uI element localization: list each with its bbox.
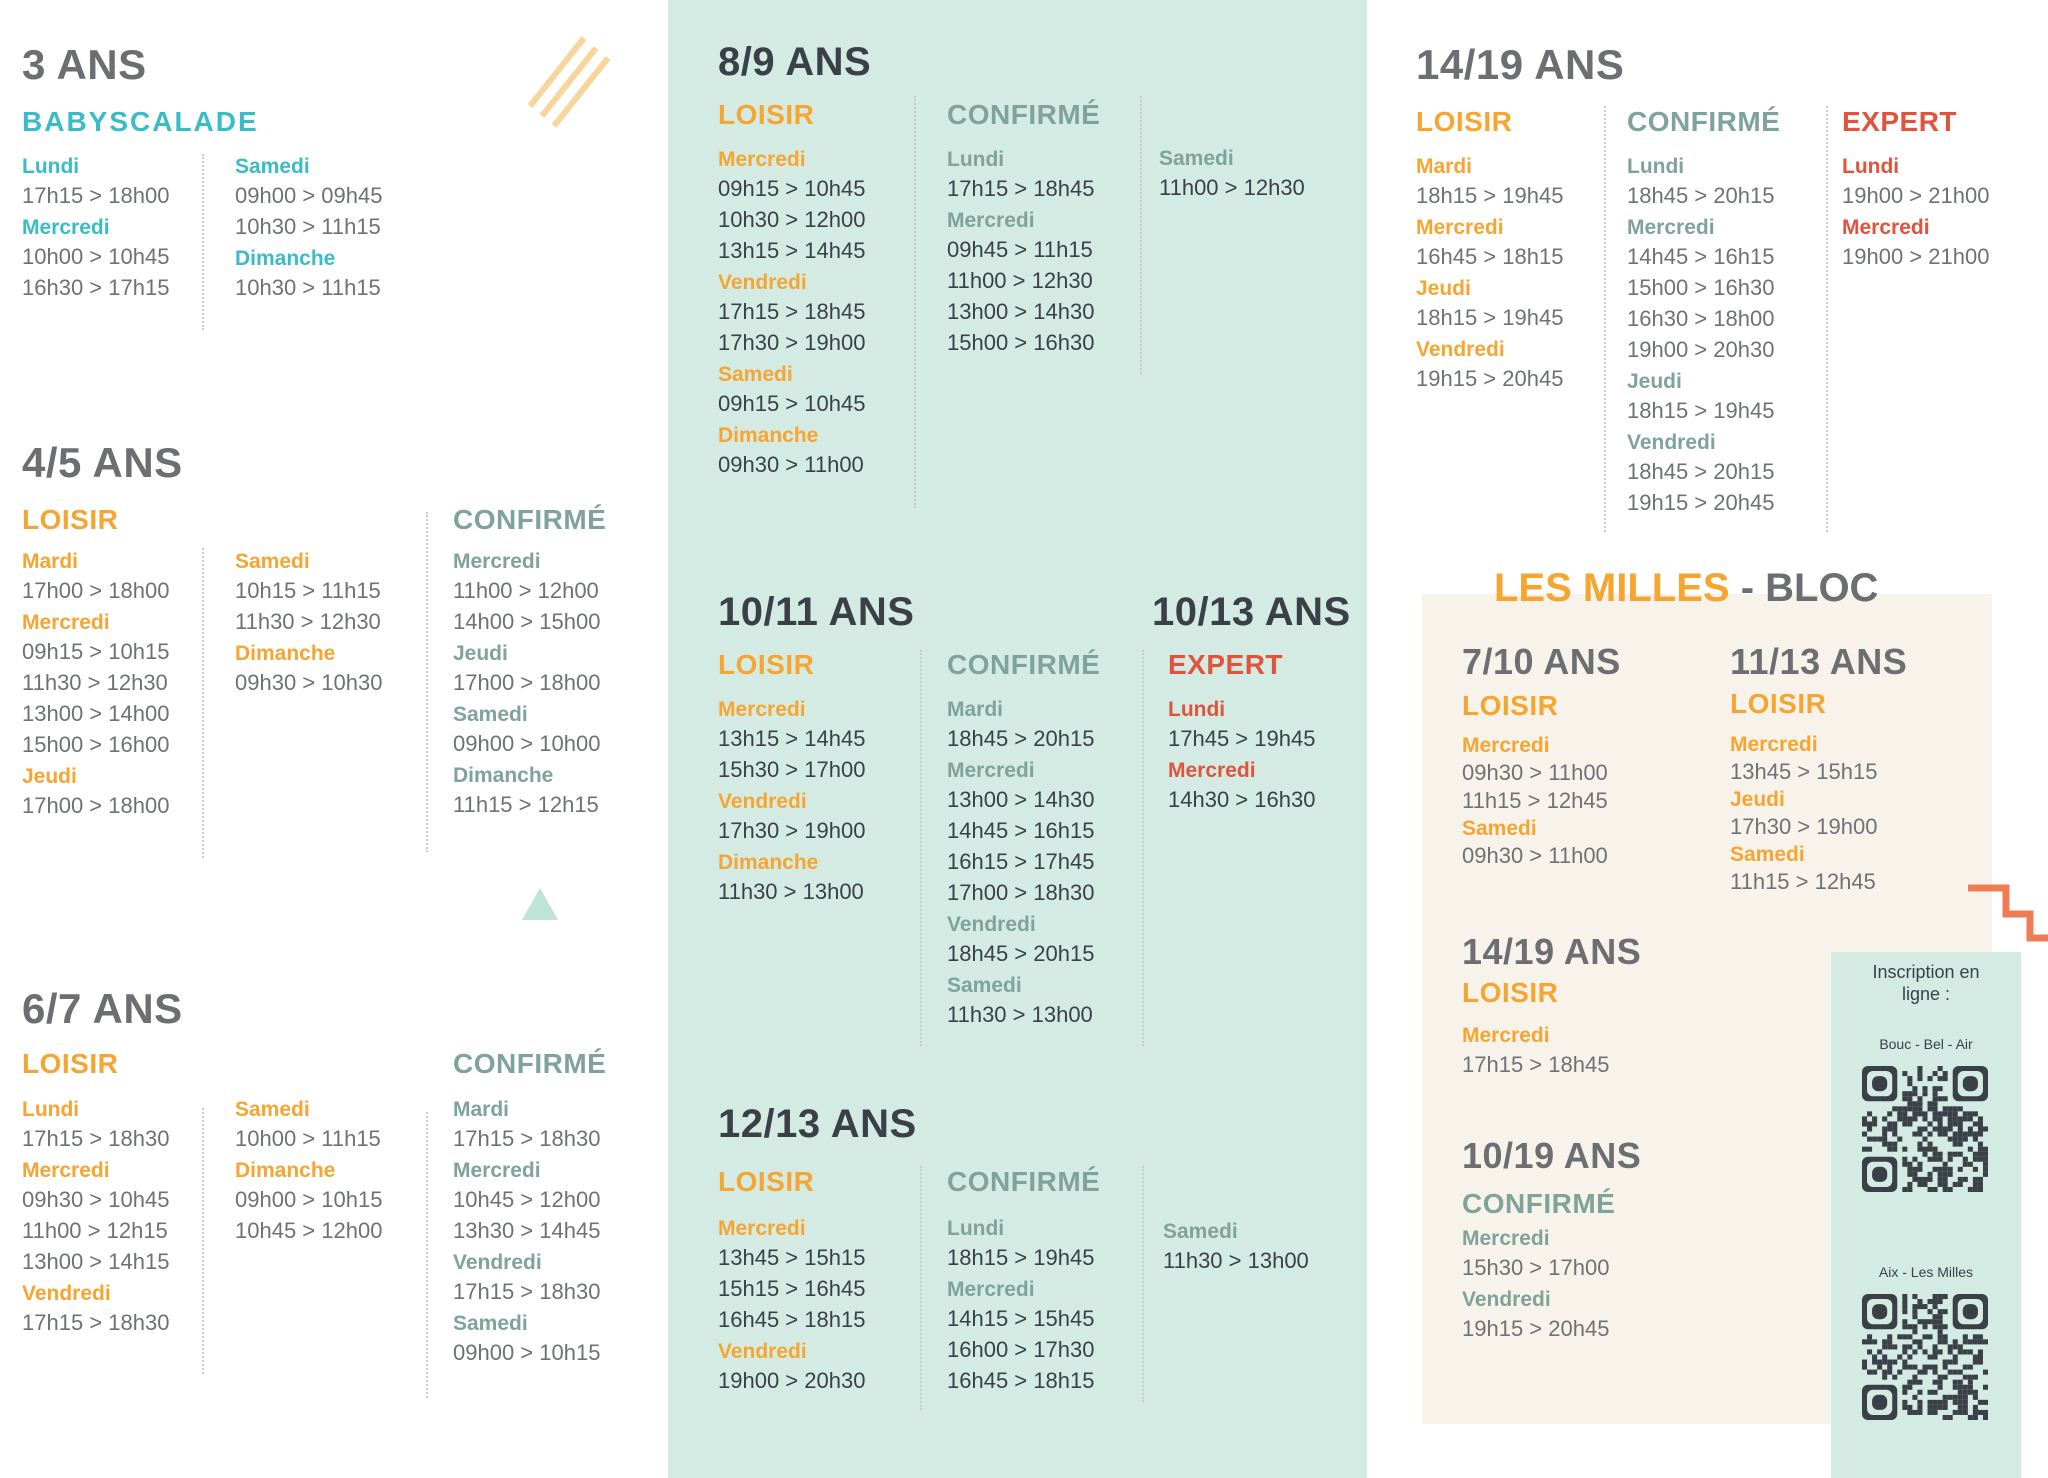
category-confirme: CONFIRMÉ	[453, 1048, 607, 1079]
time-slot: 11h30 > 13h00	[1163, 1248, 1309, 1273]
time-slot: 09h30 > 10h45	[22, 1187, 170, 1212]
time-slot: 17h30 > 19h00	[718, 818, 866, 843]
divider	[920, 1166, 922, 1410]
time-slot: 09h00 > 09h45	[235, 183, 383, 208]
category-loisir: LOISIR	[718, 99, 815, 130]
age-title-6-7: 6/7 ANS	[22, 985, 183, 1032]
day-label: Vendredi	[718, 790, 807, 813]
day-label: Samedi	[947, 974, 1022, 997]
divider	[914, 96, 916, 508]
day-label: Lundi	[947, 148, 1005, 171]
time-slot: 09h30 > 11h00	[1462, 760, 1608, 785]
day-label: Mercredi	[1462, 734, 1550, 757]
time-slot: 09h15 > 10h45	[718, 391, 866, 416]
time-slot: 11h15 > 12h15	[453, 792, 599, 817]
qr-label-bouc-bel-air: Bouc - Bel - Air	[1879, 1036, 1973, 1052]
schedule-14-19-col2	[1627, 156, 1774, 523]
time-slot: 17h15 > 18h45	[1462, 1052, 1610, 1077]
age-title-10-11: 10/11 ANS	[718, 590, 915, 634]
schedule-4-5-col2	[235, 551, 382, 703]
day-label: Mercredi	[22, 611, 110, 634]
category-confirme: CONFIRMÉ	[1627, 106, 1781, 137]
time-slot: 18h45 > 20h15	[1627, 459, 1775, 484]
divider	[1142, 650, 1144, 1046]
time-slot: 18h15 > 19h45	[947, 1245, 1095, 1270]
divider	[1140, 96, 1142, 374]
qr-title: Inscription en ligne :	[1872, 962, 1980, 1004]
schedule-6-7-col1	[22, 1099, 169, 1343]
les-milles-title-b: - BLOC	[1729, 566, 1879, 610]
time-slot: 09h30 > 10h30	[235, 670, 383, 695]
time-slot: 16h00 > 17h30	[947, 1337, 1095, 1362]
category-loisir: LOISIR	[718, 649, 815, 680]
triangle-decoration	[520, 886, 560, 922]
day-label: Mardi	[22, 550, 79, 573]
day-label: Mercredi	[1416, 216, 1504, 239]
time-slot: 17h30 > 19h00	[1730, 814, 1878, 839]
day-label: Vendredi	[1416, 338, 1505, 361]
time-slot: 09h30 > 11h00	[718, 452, 864, 477]
age-title-milles-11-13: 11/13 ANS	[1730, 641, 1908, 682]
day-label: Samedi	[453, 1312, 528, 1335]
time-slot: 11h30 > 13h00	[718, 879, 864, 904]
time-slot: 13h15 > 14h45	[718, 726, 866, 751]
age-title-3: 3 ANS	[22, 41, 147, 88]
time-slot: 11h00 > 12h00	[453, 578, 599, 603]
day-label: Samedi	[1159, 147, 1234, 170]
time-slot: 11h00 > 12h15	[22, 1218, 168, 1243]
schedule-14-19-col1	[1416, 156, 1563, 399]
category-loisir: LOISIR	[718, 1166, 815, 1197]
day-label: Samedi	[453, 703, 528, 726]
day-label: Samedi	[235, 550, 310, 573]
day-label: Jeudi	[22, 765, 77, 788]
category-loisir: LOISIR	[1730, 688, 1827, 719]
day-label: Mercredi	[947, 759, 1035, 782]
day-label: Mardi	[947, 698, 1004, 721]
schedule-10-11-col1	[718, 699, 865, 912]
category-loisir: LOISIR	[22, 1048, 119, 1079]
day-label: Samedi	[235, 155, 310, 178]
category-confirme: CONFIRMÉ	[947, 649, 1101, 680]
category-expert: EXPERT	[1842, 106, 1958, 137]
time-slot: 17h00 > 18h00	[22, 793, 170, 818]
day-label: Vendredi	[1627, 431, 1716, 454]
time-slot: 15h30 > 17h00	[1462, 1255, 1610, 1280]
time-slot: 16h30 > 18h00	[1627, 306, 1775, 331]
schedule-milles-11-13	[1730, 734, 1877, 899]
time-slot: 10h45 > 12h00	[453, 1187, 601, 1212]
schedule-8-9-col2	[947, 149, 1094, 363]
day-label: Jeudi	[453, 642, 508, 665]
time-slot: 11h15 > 12h45	[1462, 788, 1608, 813]
day-label: Mercredi	[453, 1159, 541, 1182]
day-label: Mercredi	[1168, 759, 1256, 782]
time-slot: 16h15 > 17h45	[947, 849, 1095, 874]
time-slot: 18h45 > 20h15	[947, 726, 1095, 751]
time-slot: 10h45 > 12h00	[235, 1218, 383, 1243]
schedule-milles-10-19	[1462, 1228, 1609, 1349]
day-label: Vendredi	[22, 1282, 111, 1305]
time-slot: 19h00 > 21h00	[1842, 183, 1990, 208]
time-slot: 13h15 > 14h45	[718, 238, 866, 263]
day-label: Mercredi	[1462, 1227, 1550, 1250]
day-label: Mercredi	[22, 1159, 110, 1182]
day-label: Dimanche	[235, 642, 336, 665]
day-label: Lundi	[22, 155, 80, 178]
time-slot: 14h15 > 15h45	[947, 1306, 1095, 1331]
day-label: Dimanche	[235, 1159, 336, 1182]
category-confirme: CONFIRMÉ	[1462, 1188, 1616, 1219]
schedule-12-13-col3	[1163, 1221, 1309, 1281]
qr-code-aix-les-milles[interactable]	[1862, 1294, 1988, 1420]
time-slot: 17h15 > 18h30	[22, 1310, 170, 1335]
time-slot: 18h45 > 20h15	[947, 941, 1095, 966]
day-label: Samedi	[1730, 843, 1805, 866]
time-slot: 11h30 > 12h30	[22, 670, 168, 695]
day-label: Vendredi	[947, 913, 1036, 936]
day-label: Mardi	[1416, 155, 1473, 178]
day-label: Mercredi	[718, 148, 806, 171]
day-label: Lundi	[1627, 155, 1685, 178]
time-slot: 11h30 > 13h00	[947, 1002, 1093, 1027]
divider	[202, 548, 204, 858]
day-label: Dimanche	[718, 851, 819, 874]
schedule-10-13-col3	[1168, 699, 1315, 820]
day-label: Mercredi	[1627, 216, 1715, 239]
category-confirme: CONFIRMÉ	[947, 99, 1101, 130]
schedule-4-5-col3	[453, 551, 600, 825]
divider	[1826, 106, 1828, 532]
schedule-3-col1	[22, 156, 169, 308]
divider	[1604, 106, 1606, 532]
time-slot: 19h15 > 20h45	[1416, 366, 1564, 391]
age-title-10-13: 10/13 ANS	[1152, 590, 1351, 634]
day-label: Mercredi	[947, 209, 1035, 232]
time-slot: 13h45 > 15h15	[718, 1245, 866, 1270]
day-label: Mercredi	[1730, 733, 1818, 756]
time-slot: 09h45 > 11h15	[947, 237, 1093, 262]
time-slot: 11h00 > 12h30	[1159, 175, 1305, 200]
time-slot: 09h30 > 11h00	[1462, 843, 1608, 868]
time-slot: 10h30 > 12h00	[718, 207, 866, 232]
day-label: Mercredi	[453, 550, 541, 573]
day-label: Mardi	[453, 1098, 510, 1121]
day-label: Dimanche	[453, 764, 554, 787]
day-label: Jeudi	[1627, 370, 1682, 393]
time-slot: 14h45 > 16h15	[1627, 244, 1775, 269]
time-slot: 15h00 > 16h00	[22, 732, 170, 757]
time-slot: 15h30 > 17h00	[718, 757, 866, 782]
time-slot: 09h15 > 10h45	[718, 176, 866, 201]
schedule-8-9-col1	[718, 149, 865, 485]
les-milles-title-a: LES MILLES	[1494, 566, 1730, 610]
day-label: Samedi	[718, 363, 793, 386]
time-slot: 09h00 > 10h00	[453, 731, 601, 756]
time-slot: 10h00 > 10h45	[22, 244, 170, 269]
time-slot: 17h45 > 19h45	[1168, 726, 1316, 751]
category-loisir: LOISIR	[1462, 690, 1559, 721]
age-title-14-19: 14/19 ANS	[1416, 41, 1625, 88]
day-label: Vendredi	[1462, 1288, 1551, 1311]
time-slot: 15h00 > 16h30	[947, 330, 1095, 355]
category-expert: EXPERT	[1168, 649, 1284, 680]
time-slot: 16h45 > 18h15	[718, 1307, 866, 1332]
age-title-8-9: 8/9 ANS	[718, 40, 872, 84]
schedule-14-19-col3	[1842, 156, 1989, 277]
time-slot: 18h15 > 19h45	[1627, 398, 1775, 423]
time-slot: 10h30 > 11h15	[235, 214, 381, 239]
time-slot: 13h00 > 14h15	[22, 1249, 170, 1274]
time-slot: 14h00 > 15h00	[453, 609, 601, 634]
day-label: Mercredi	[1462, 1024, 1550, 1047]
schedule-milles-14-19	[1462, 1025, 1609, 1085]
time-slot: 10h15 > 11h15	[235, 578, 381, 603]
time-slot: 13h00 > 14h30	[947, 787, 1095, 812]
day-label: Dimanche	[235, 247, 336, 270]
age-title-milles-14-19: 14/19 ANS	[1462, 931, 1642, 972]
time-slot: 11h00 > 12h30	[947, 268, 1093, 293]
time-slot: 09h00 > 10h15	[235, 1187, 383, 1212]
divider	[202, 1108, 204, 1374]
category-babyscalade: BABYSCALADE	[22, 106, 259, 137]
time-slot: 11h15 > 12h45	[1730, 869, 1876, 894]
time-slot: 19h15 > 20h45	[1462, 1316, 1610, 1341]
time-slot: 10h00 > 11h15	[235, 1126, 381, 1151]
time-slot: 18h15 > 19h45	[1416, 183, 1564, 208]
time-slot: 14h45 > 16h15	[947, 818, 1095, 843]
stripes-decoration	[528, 36, 612, 130]
schedule-12-13-col1	[718, 1218, 865, 1401]
time-slot: 15h15 > 16h45	[718, 1276, 866, 1301]
time-slot: 18h45 > 20h15	[1627, 183, 1775, 208]
day-label: Mercredi	[1842, 216, 1930, 239]
divider	[202, 154, 204, 330]
day-label: Lundi	[22, 1098, 80, 1121]
category-confirme: CONFIRMÉ	[947, 1166, 1101, 1197]
day-label: Mercredi	[22, 216, 110, 239]
schedule-10-11-col2	[947, 699, 1094, 1035]
day-label: Dimanche	[718, 424, 819, 447]
divider	[920, 650, 922, 1046]
category-confirme: CONFIRMÉ	[453, 504, 607, 535]
time-slot: 09h15 > 10h15	[22, 639, 170, 664]
day-label: Vendredi	[718, 1340, 807, 1363]
schedule-8-9-col3	[1159, 148, 1305, 208]
day-label: Jeudi	[1416, 277, 1471, 300]
age-title-4-5: 4/5 ANS	[22, 439, 183, 486]
time-slot: 17h15 > 18h45	[947, 176, 1095, 201]
time-slot: 17h15 > 18h45	[718, 299, 866, 324]
day-label: Mercredi	[718, 698, 806, 721]
category-loisir: LOISIR	[1462, 977, 1559, 1008]
zigzag-decoration	[1966, 884, 2048, 942]
time-slot: 19h00 > 20h30	[718, 1368, 866, 1393]
day-label: Mercredi	[947, 1278, 1035, 1301]
age-title-milles-10-19: 10/19 ANS	[1462, 1135, 1642, 1176]
time-slot: 16h45 > 18h15	[947, 1368, 1095, 1393]
time-slot: 17h00 > 18h30	[947, 880, 1095, 905]
les-milles-title	[1494, 568, 1878, 608]
day-label: Lundi	[947, 1217, 1005, 1240]
qr-code-bouc-bel-air[interactable]	[1862, 1066, 1988, 1192]
qr-label-aix-les-milles: Aix - Les Milles	[1878, 1264, 1974, 1280]
time-slot: 13h30 > 14h45	[453, 1218, 601, 1243]
time-slot: 19h15 > 20h45	[1627, 490, 1775, 515]
time-slot: 17h15 > 18h30	[453, 1279, 601, 1304]
age-title-milles-7-10: 7/10 ANS	[1462, 641, 1621, 682]
schedule-milles-7-10	[1462, 735, 1608, 873]
time-slot: 16h30 > 17h15	[22, 275, 170, 300]
category-loisir: LOISIR	[1416, 106, 1513, 137]
time-slot: 14h30 > 16h30	[1168, 787, 1316, 812]
time-slot: 13h00 > 14h00	[22, 701, 170, 726]
time-slot: 18h15 > 19h45	[1416, 305, 1564, 330]
time-slot: 15h00 > 16h30	[1627, 275, 1775, 300]
time-slot: 13h45 > 15h15	[1730, 759, 1878, 784]
time-slot: 11h30 > 12h30	[235, 609, 381, 634]
day-label: Samedi	[1163, 1220, 1238, 1243]
category-loisir: LOISIR	[22, 504, 119, 535]
time-slot: 13h00 > 14h30	[947, 299, 1095, 324]
time-slot: 17h15 > 18h30	[22, 1126, 170, 1151]
time-slot: 16h45 > 18h15	[1416, 244, 1564, 269]
divider	[426, 1112, 428, 1398]
schedule-6-7-col3	[453, 1099, 600, 1373]
schedule-4-5-col1	[22, 551, 169, 826]
time-slot: 19h00 > 20h30	[1627, 337, 1775, 362]
schedule-3-col2	[235, 156, 382, 308]
day-label: Lundi	[1842, 155, 1900, 178]
divider	[1142, 1166, 1144, 1402]
day-label: Samedi	[235, 1098, 310, 1121]
time-slot: 19h00 > 21h00	[1842, 244, 1990, 269]
day-label: Mercredi	[718, 1217, 806, 1240]
time-slot: 10h30 > 11h15	[235, 275, 381, 300]
time-slot: 17h15 > 18h30	[453, 1126, 601, 1151]
time-slot: 17h15 > 18h00	[22, 183, 170, 208]
time-slot: 17h00 > 18h00	[22, 578, 170, 603]
day-label: Jeudi	[1730, 788, 1785, 811]
time-slot: 09h00 > 10h15	[453, 1340, 601, 1365]
time-slot: 17h00 > 18h00	[453, 670, 601, 695]
divider	[426, 512, 428, 852]
age-title-12-13: 12/13 ANS	[718, 1102, 917, 1146]
schedule-6-7-col2	[235, 1099, 382, 1251]
day-label: Lundi	[1168, 698, 1226, 721]
day-label: Samedi	[1462, 817, 1537, 840]
time-slot: 17h30 > 19h00	[718, 330, 866, 355]
day-label: Vendredi	[718, 271, 807, 294]
day-label: Vendredi	[453, 1251, 542, 1274]
schedule-12-13-col2	[947, 1218, 1094, 1401]
